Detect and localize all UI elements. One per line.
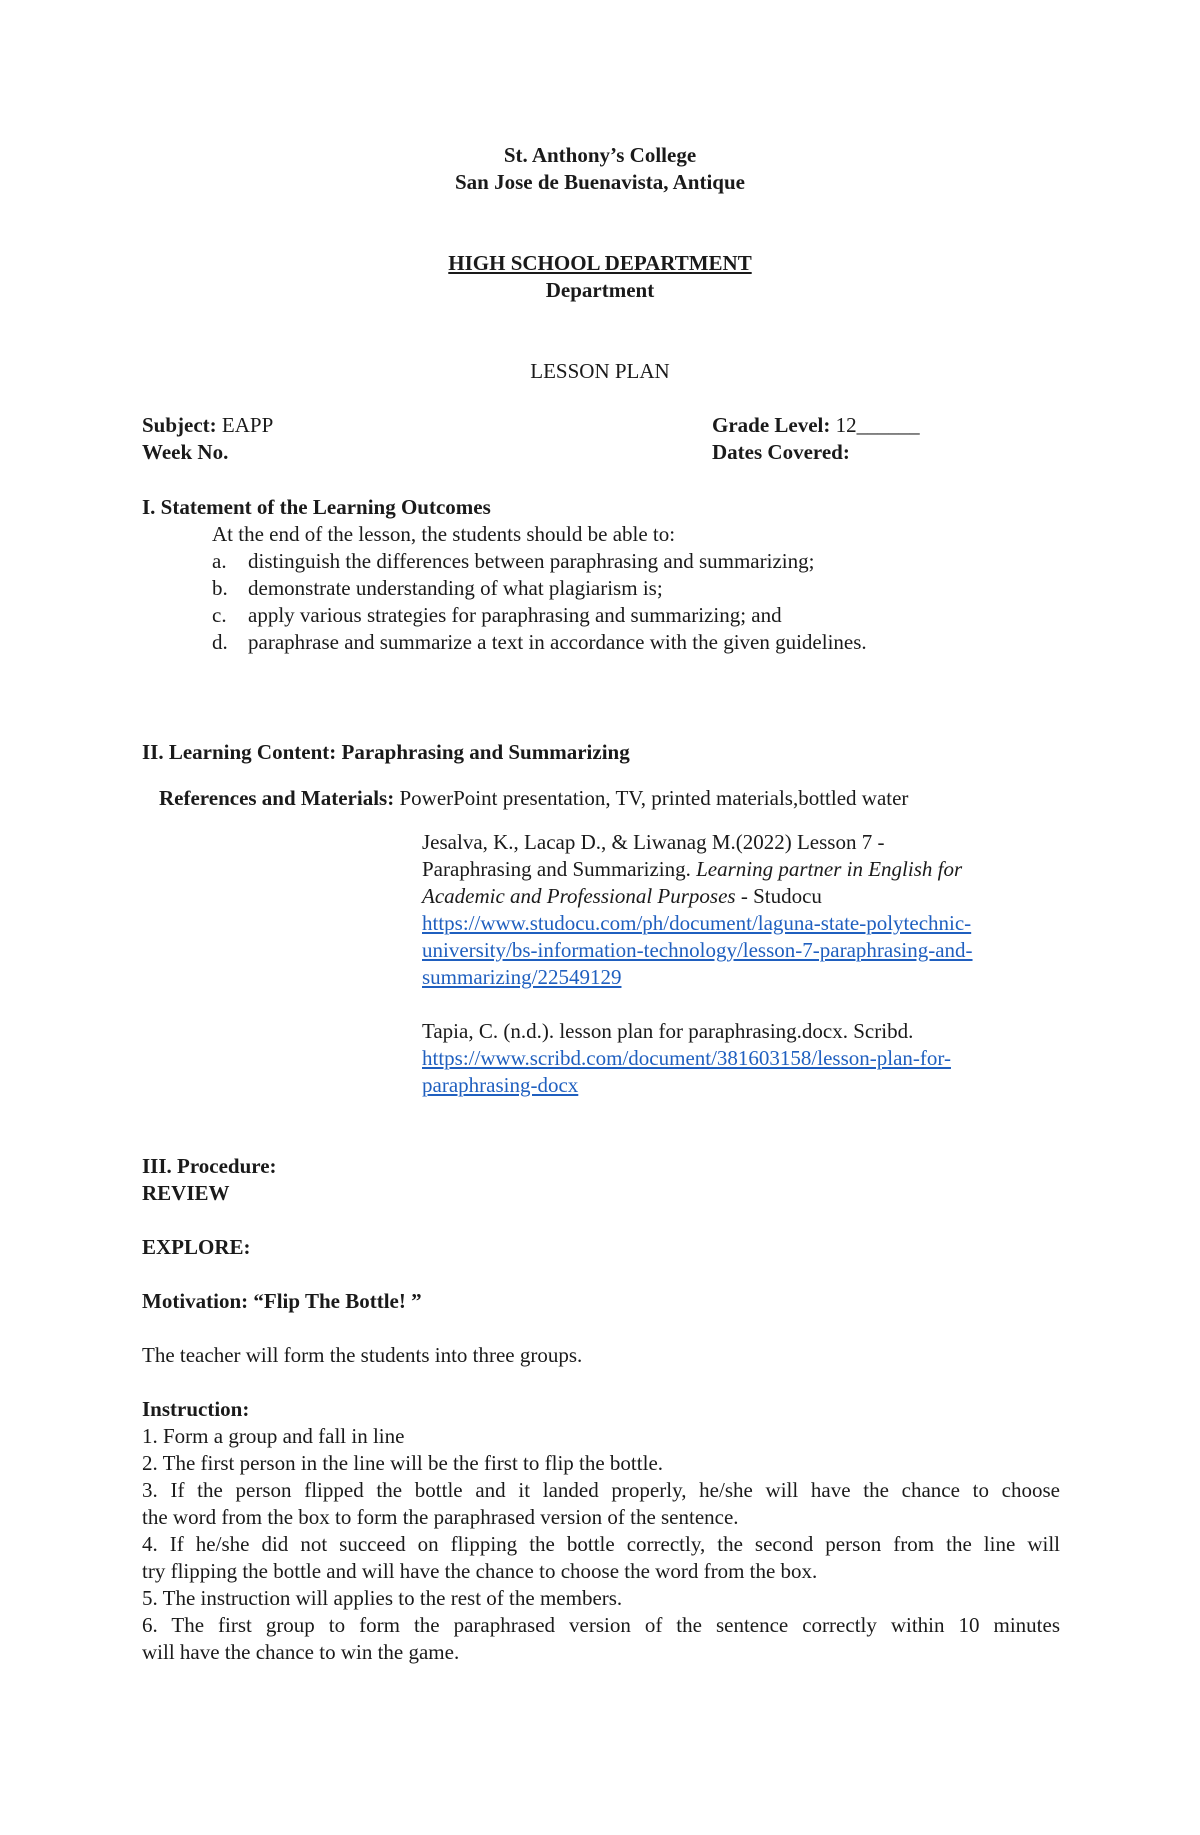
references-materials <box>159 785 908 812</box>
reference-1-link[interactable] <box>422 910 971 937</box>
outcome-text: demonstrate understanding of what plagiarism is; <box>248 576 663 600</box>
instruction-line: try flipping the bottle and will have the chance to choose the word from the box. <box>142 1559 818 1583</box>
grade-level-value: 12______ <box>835 413 920 437</box>
reference-2-line: Tapia, C. (n.d.). lesson plan for paraphrasing.docx. Scribd. <box>422 1019 914 1043</box>
reference-2-link[interactable] <box>422 1045 951 1072</box>
department-title: HIGH SCHOOL DEPARTMENT <box>448 251 752 275</box>
outcome-text: apply various strategies for paraphrasing and summarizing; and <box>248 603 782 627</box>
reference-2-link[interactable] <box>422 1072 578 1099</box>
reference-1-url[interactable]: summarizing/22549129 <box>422 965 622 989</box>
reference-1-title: Paraphrasing and Summarizing. <box>422 857 691 881</box>
references-label: References and Materials: <box>159 786 395 810</box>
instruction-line: will have the chance to win the game. <box>142 1640 460 1664</box>
reference-2-url[interactable]: https://www.scribd.com/document/381603158/lesson-plan-for- <box>422 1046 951 1070</box>
subject-label: Subject: <box>142 413 217 437</box>
reference-1-url[interactable]: university/bs-information-technology/lesson-7-paraphrasing-and- <box>422 938 973 962</box>
learning-content-heading: II. Learning Content: Paraphrasing and Summarizing <box>142 740 630 764</box>
motivation-heading: Motivation: “Flip The Bottle! ” <box>142 1289 422 1313</box>
review-label: REVIEW <box>142 1181 230 1205</box>
outcome-item <box>212 575 663 602</box>
outcome-item <box>212 629 867 656</box>
instruction-line: the word from the box to form the paraphrased version of the sentence. <box>142 1505 739 1529</box>
grade-level-field <box>712 412 920 439</box>
explore-label: EXPLORE: <box>142 1235 251 1259</box>
list-marker: c. <box>212 603 227 627</box>
outcome-text: distinguish the differences between paraphrasing and summarizing; <box>248 549 815 573</box>
school-name: St. Anthony’s College <box>503 143 697 167</box>
instruction-line: 6. The first group to form the paraphrased version of the sentence correctly within 10 minutes <box>142 1613 1060 1637</box>
reference-1-link[interactable] <box>422 964 621 991</box>
grade-level-label: Grade Level: <box>712 413 831 437</box>
outcome-text: paraphrase and summarize a text in accordance with the given guidelines. <box>248 630 867 654</box>
reference-1-line: Jesalva, K., Lacap D., & Liwanag M.(2022) Lesson 7 - <box>422 830 885 854</box>
school-location: San Jose de Buenavista, Antique <box>455 170 745 194</box>
instruction-line: 2. The first person in the line will be the first to flip the bottle. <box>142 1451 664 1475</box>
list-marker: a. <box>212 549 227 573</box>
list-marker: d. <box>212 630 228 654</box>
instruction-line: 5. The instruction will applies to the rest of the members. <box>142 1586 623 1610</box>
outcomes-intro: At the end of the lesson, the students should be able to: <box>212 522 676 546</box>
reference-1-url[interactable]: https://www.studocu.com/ph/document/laguna-state-polytechnic- <box>422 911 972 935</box>
outcome-item <box>212 602 782 629</box>
instruction-heading: Instruction: <box>142 1397 250 1421</box>
reference-1-line <box>422 856 962 883</box>
department-label: Department <box>545 278 655 302</box>
instruction-line: 3. If the person flipped the bottle and it landed properly, he/she will have the chance to choose <box>142 1478 1060 1502</box>
outcomes-heading: I. Statement of the Learning Outcomes <box>142 495 491 519</box>
procedure-heading: III. Procedure: <box>142 1154 277 1178</box>
reference-1-book: Academic and Professional Purposes <box>422 884 736 908</box>
groups-text: The teacher will form the students into three groups. <box>142 1343 583 1367</box>
list-marker: b. <box>212 576 228 600</box>
dates-covered-label: Dates Covered: <box>712 440 850 464</box>
reference-1-source: - Studocu <box>740 884 822 908</box>
document-title: LESSON PLAN <box>530 359 670 383</box>
reference-2-url[interactable]: paraphrasing-docx <box>422 1073 579 1097</box>
instruction-line: 1. Form a group and fall in line <box>142 1424 405 1448</box>
outcome-item <box>212 548 814 575</box>
subject-value: EAPP <box>221 413 274 437</box>
reference-1-link[interactable] <box>422 937 973 964</box>
instruction-line: 4. If he/she did not succeed on flipping the bottle correctly, the second person from the line will <box>142 1532 1060 1556</box>
references-value: PowerPoint presentation, TV, printed materials,bottled water <box>399 786 909 810</box>
week-number-label: Week No. <box>142 440 229 464</box>
subject-field <box>142 412 273 439</box>
reference-1-line <box>422 883 822 910</box>
reference-1-book: Learning partner in English for <box>696 857 963 881</box>
